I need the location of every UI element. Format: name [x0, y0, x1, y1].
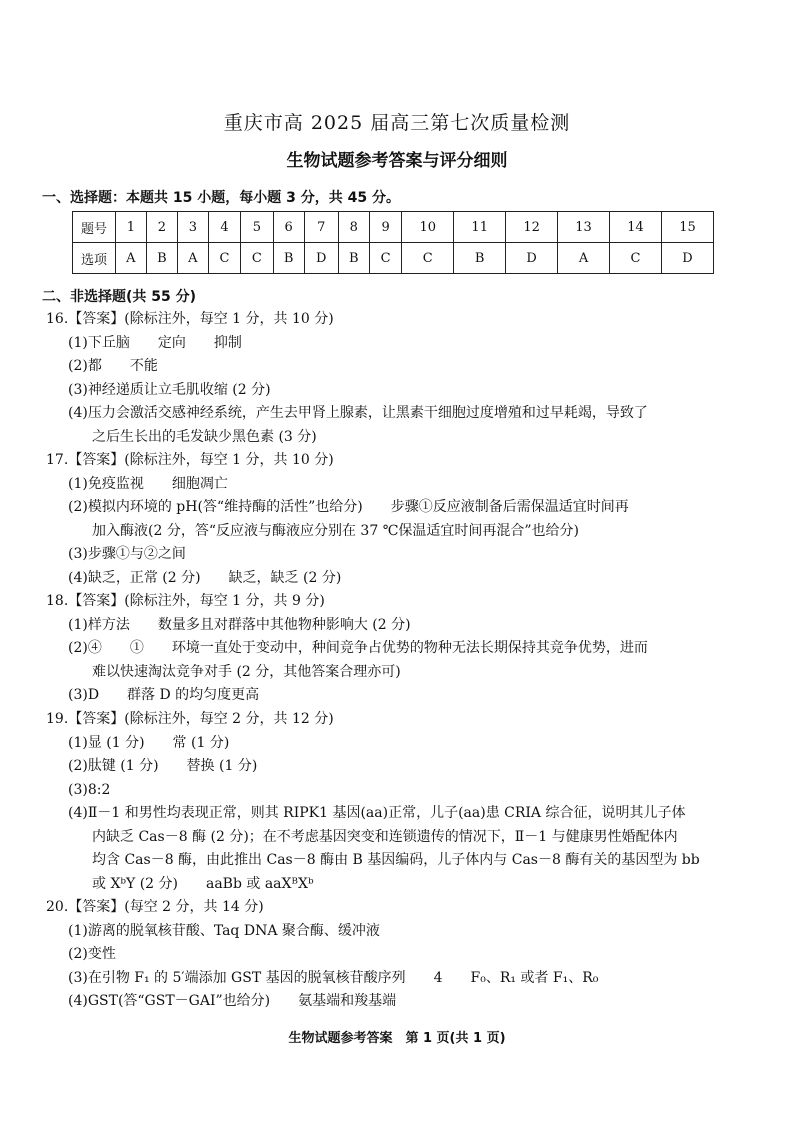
answer-option-cell: C: [610, 243, 662, 274]
answer-option-cell: A: [558, 243, 610, 274]
answer-option-cell: B: [454, 243, 506, 274]
q16-answer-4: (4)压力会激活交感神经系统，产生去甲肾上腺素，让黑素干细胞过度增殖和过早耗竭，导致了: [68, 405, 648, 421]
q19-answer-4: (4)Ⅱ－1 和男性均表现正常，则其 RIPK1 基因(aa)正常，儿子(aa)患 CRIA 综合征，说明其儿子体: [68, 805, 686, 821]
answer-option-cell: B: [273, 243, 304, 274]
question-number-cell: 12: [506, 212, 558, 243]
question-number-row: [73, 212, 714, 243]
q20-answer-2: (2)变性: [68, 946, 116, 962]
q17-header: 17.【答案】(除标注外，每空 1 分，共 10 分): [46, 452, 334, 468]
question-number-cell: 3: [178, 212, 209, 243]
question-number-cell: 2: [146, 212, 177, 243]
exam-title: 重庆市高 2025 届高三第七次质量检测: [223, 112, 571, 134]
answer-key-subtitle: 生物试题参考答案与评分细则: [286, 151, 508, 171]
q20-answer-3: (3)在引物 F₁ 的 5′端添加 GST 基因的脱氧核苷酸序列 4 F₀、R₁ 或者 F₁、R₀: [68, 969, 599, 986]
q18-header: 18.【答案】(除标注外，每空 1 分，共 9 分): [46, 593, 325, 609]
q16-answer-3: (3)神经递质让立毛肌收缩 (2 分): [68, 381, 271, 398]
q17-answer-3: (3)步骤①与②之间: [68, 546, 186, 562]
question-number-cell: 15: [661, 212, 713, 243]
question-17: [46, 449, 746, 590]
answer-option-cell: D: [661, 243, 713, 274]
q18-answer-3: (3)D 群落 D 的均匀度更高: [68, 687, 260, 703]
q16-answer-1: (1)下丘脑 定向 抑制: [68, 334, 242, 351]
q18-answer-2: (2)④ ① 环境一直处于变动中，种间竞争占优势的物种无法长期保持其竞争优势，进而: [68, 640, 648, 656]
q19-answer-3: (3)8:2: [68, 781, 111, 798]
question-number-cell: 6: [273, 212, 304, 243]
question-20: [46, 896, 746, 1014]
q19-answer-4-cont-2: 均含 Cas－8 酶，由此推出 Cas－8 酶由 B 基因编码，儿子体内与 Cas－8 酶有关的基因型为 bb: [92, 852, 700, 868]
answer-option-cell: B: [146, 243, 177, 274]
q19-answer-4-cont-3: 或 XᵇY (2 分) aaBb 或 aaXᴮXᵇ: [92, 875, 314, 892]
answer-table: [72, 211, 714, 274]
section2-heading: 二、非选择题(共 55 分): [42, 289, 197, 305]
q20-answer-1: (1)游离的脱氧核苷酸、Taq DNA 聚合酶、缓冲液: [68, 922, 380, 939]
answer-option-row: [73, 243, 714, 274]
q17-answer-4: (4)缺乏，正常 (2 分) 缺乏，缺乏 (2 分): [68, 569, 342, 586]
answer-option-cell: C: [369, 243, 401, 274]
question-19: [46, 708, 746, 896]
question-number-cell: 13: [558, 212, 610, 243]
q20-answer-4: (4)GST(答“GST－GAI”也给分) 氨基端和羧基端: [68, 993, 397, 1009]
section1-heading: 一、选择题：本题共 15 小题，每小题 3 分，共 45 分。: [42, 190, 400, 206]
question-number-cell: 5: [241, 212, 273, 243]
answer-option-cell: D: [506, 243, 558, 274]
question-number-cell: 1: [116, 212, 147, 243]
q18-answer-1: (1)样方法 数量多且对群落中其他物种影响大 (2 分): [68, 616, 411, 633]
question-number-cell: 14: [610, 212, 662, 243]
question-number-cell: 11: [454, 212, 506, 243]
question-16: [46, 308, 746, 449]
answer-option-cell: C: [208, 243, 240, 274]
answer-option-cell: A: [116, 243, 147, 274]
q17-answer-2: (2)模拟内环境的 pH(答“维持酶的活性”也给分) 步骤①反应液制备后需保温适宜时间再: [68, 499, 629, 515]
q16-answer-2: (2)都 不能: [68, 358, 158, 374]
question-number-cell: 8: [338, 212, 369, 243]
q16-header: 16.【答案】(除标注外，每空 1 分，共 10 分): [46, 311, 334, 327]
answer-option-cell: C: [241, 243, 273, 274]
q19-answer-2: (2)肽键 (1 分) 替换 (1 分): [68, 758, 258, 774]
row-label-option: 选项: [73, 243, 116, 274]
question-number-cell: 7: [304, 212, 338, 243]
q20-header: 20.【答案】(每空 2 分，共 14 分): [46, 899, 264, 915]
page-footer: 生物试题参考答案 第 1 页(共 1 页): [288, 1031, 506, 1046]
q18-answer-2-cont: 难以快速淘汰竞争对手 (2 分，其他答案合理亦可): [92, 663, 401, 680]
question-number-cell: 9: [369, 212, 401, 243]
question-18: [46, 590, 746, 708]
q19-header: 19.【答案】(除标注外，每空 2 分，共 12 分): [46, 711, 334, 727]
question-number-cell: 10: [402, 212, 454, 243]
answer-option-cell: D: [304, 243, 338, 274]
q19-answer-1: (1)显 (1 分) 常 (1 分): [68, 734, 230, 751]
q19-answer-4-cont-1: 内缺乏 Cas－8 酶 (2 分)；在不考虑基因突变和连锁遗传的情况下，Ⅱ－1 与健康男性婚配体内: [92, 828, 678, 845]
row-label-number: 题号: [73, 212, 116, 243]
q16-answer-4-cont: 之后生长出的毛发缺少黑色素 (3 分): [92, 428, 317, 445]
q17-answer-2-cont: 加入酶液(2 分，答“反应液与酶液应分别在 37 ℃保温适宜时间再混合”也给分): [92, 522, 579, 539]
answer-option-cell: A: [178, 243, 209, 274]
question-number-cell: 4: [208, 212, 240, 243]
answer-option-cell: C: [402, 243, 454, 274]
q17-answer-1: (1)免疫监视 细胞凋亡: [68, 475, 228, 492]
answer-option-cell: B: [338, 243, 369, 274]
